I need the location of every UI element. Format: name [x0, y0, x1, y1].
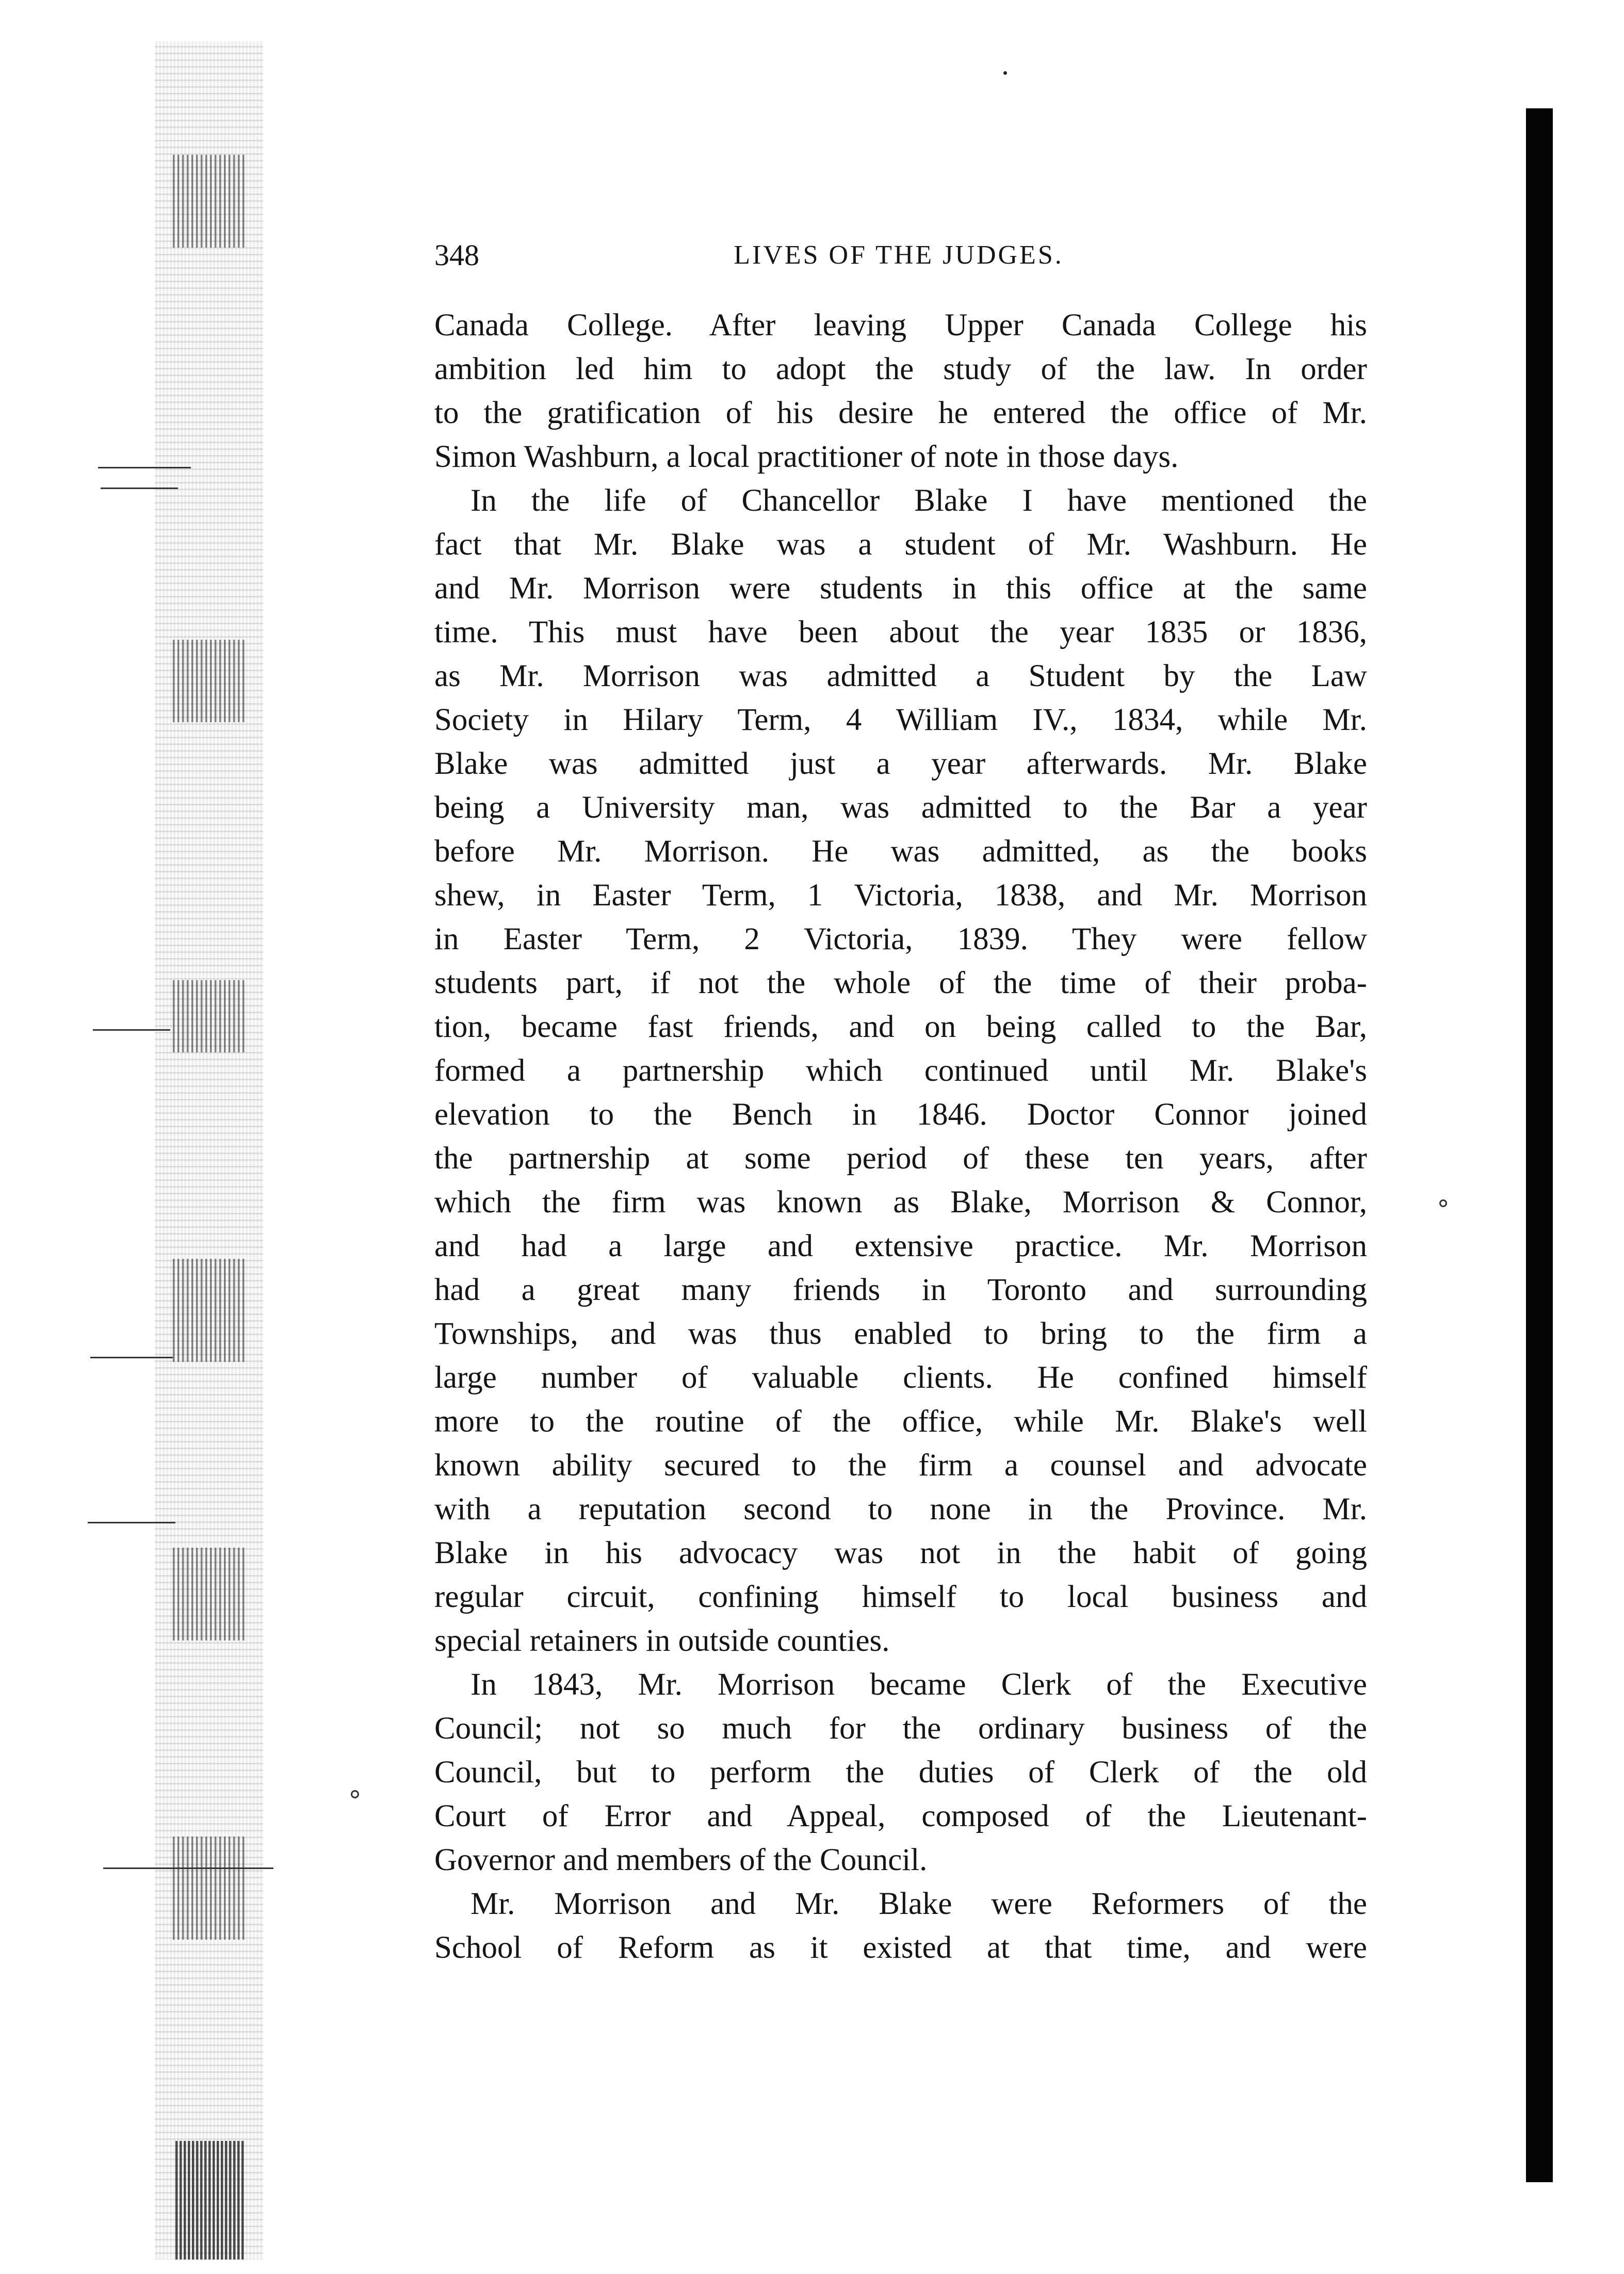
text-line: fact that Mr. Blake was a student of Mr. Washburn. He [434, 527, 1367, 562]
text-line: more to the routine of the office, while Mr. Blake's well [434, 1404, 1367, 1439]
text-line: regular circuit, confining himself to local business and [434, 1580, 1367, 1614]
text-line: with a reputation second to none in the Province. Mr. [434, 1492, 1367, 1526]
text-line: School of Reform as it existed at that time, and were [434, 1930, 1367, 1965]
text-line: Society in Hilary Term, 4 William IV., 1834, while Mr. [434, 703, 1367, 737]
text-line: Canada College. After leaving Upper Canada College his [434, 308, 1367, 343]
text-line: large number of valuable clients. He confined himself [434, 1360, 1367, 1395]
scan-speck [1439, 1199, 1447, 1207]
text-line: Blake in his advocacy was not in the habit of going [434, 1536, 1367, 1570]
text-line: and had a large and extensive practice. Mr. Morrison [434, 1229, 1367, 1263]
text-line: special retainers in outside counties. [434, 1623, 890, 1658]
scan-gutter-line [93, 1029, 170, 1031]
scan-gutter-dense [173, 640, 245, 722]
text-line: ambition led him to adopt the study of the law. In order [434, 352, 1367, 386]
scan-edge-bar [1526, 108, 1553, 2182]
scan-gutter-dense [173, 1837, 245, 1940]
scan-gutter-dense [173, 155, 245, 248]
scan-gutter-line [98, 467, 191, 468]
scan-speck [351, 1790, 359, 1798]
text-line: Governor and members of the Council. [434, 1843, 928, 1877]
text-line: Mr. Morrison and Mr. Blake were Reformers of the [470, 1887, 1367, 1921]
scan-gutter-line [103, 1867, 273, 1869]
text-line: which the firm was known as Blake, Morrison & Connor, [434, 1185, 1367, 1220]
scan-gutter-dense [173, 980, 245, 1052]
text-line: Blake was admitted just a year afterwards. Mr. Blake [434, 746, 1367, 781]
text-line: shew, in Easter Term, 1 Victoria, 1838, and Mr. Morrison [434, 878, 1367, 913]
scan-speck [1003, 71, 1007, 75]
text-line: In the life of Chancellor Blake I have mentioned the [470, 483, 1367, 518]
text-line: time. This must have been about the year 1835 or 1836, [434, 615, 1367, 649]
running-head: LIVES OF THE JUDGES. [734, 240, 1064, 270]
scan-gutter-bottom [175, 2141, 245, 2260]
text-line: being a University man, was admitted to the Bar a year [434, 790, 1367, 825]
text-line: and Mr. Morrison were students in this office at the same [434, 571, 1367, 606]
scan-gutter-line [101, 488, 178, 489]
scan-gutter-line [90, 1357, 173, 1358]
text-line: elevation to the Bench in 1846. Doctor Connor joined [434, 1097, 1367, 1132]
text-line: tion, became fast friends, and on being called to the Bar, [434, 1010, 1367, 1044]
text-line: In 1843, Mr. Morrison became Clerk of the Executive [470, 1667, 1367, 1702]
text-line: the partnership at some period of these ten years, after [434, 1141, 1367, 1176]
text-line: in Easter Term, 2 Victoria, 1839. They were fellow [434, 922, 1367, 956]
text-line: had a great many friends in Toronto and surrounding [434, 1273, 1367, 1307]
text-line: Townships, and was thus enabled to bring to the firm a [434, 1317, 1367, 1351]
scan-gutter-line [88, 1522, 175, 1523]
body-text [434, 303, 1367, 1970]
text-line: to the gratification of his desire he entered the office of Mr. [434, 396, 1367, 430]
text-line: Simon Washburn, a local practitioner of note in those days. [434, 440, 1179, 474]
text-line: students part, if not the whole of the time of their proba- [434, 966, 1367, 1000]
text-line: before Mr. Morrison. He was admitted, as the books [434, 834, 1367, 869]
scan-gutter-dense [173, 1259, 245, 1362]
text-line: Council, but to perform the duties of Clerk of the old [434, 1755, 1367, 1790]
scan-gutter-dense [173, 1548, 245, 1640]
text-line: formed a partnership which continued until Mr. Blake's [434, 1053, 1367, 1088]
text-line: as Mr. Morrison was admitted a Student by the Law [434, 659, 1367, 693]
text-line: Court of Error and Appeal, composed of the Lieutenant- [434, 1799, 1367, 1833]
text-line: known ability secured to the firm a counsel and advocate [434, 1448, 1367, 1483]
page-number: 348 [434, 238, 479, 272]
text-line: Council; not so much for the ordinary business of the [434, 1711, 1367, 1746]
page-header [434, 235, 1363, 276]
